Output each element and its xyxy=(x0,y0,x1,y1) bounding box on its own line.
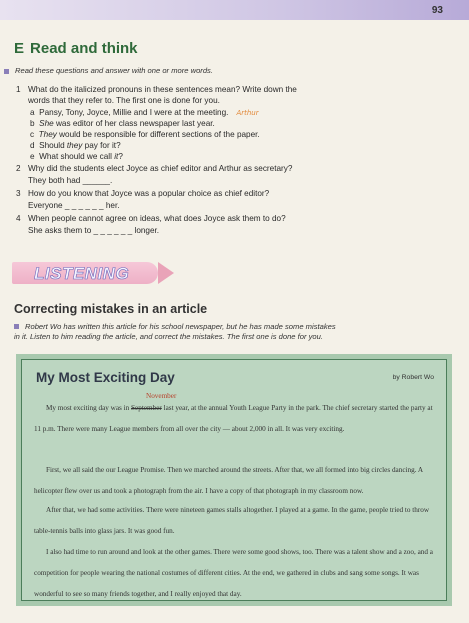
article-paragraph-4: I also had time to run around and look at the other games. There were some good shows, too. There was a talent show and a zoo, and a competition for people wearing the national costumes of different cities. At the end, we gathered in clubs and sang some songs. It was wonderful to see so many friends together, and I really enjoyed that day. xyxy=(34,548,433,598)
article-byline: by Robert Wo xyxy=(392,374,434,381)
section-e-heading xyxy=(14,40,138,57)
listening-banner xyxy=(12,262,158,288)
sub-question-e: e What should we call it? xyxy=(30,152,123,161)
article-frame xyxy=(21,359,447,601)
question-3-line2: Everyone _ _ _ _ _ _ her. xyxy=(28,201,120,210)
question-3-line1: How do you know that Joyce was a popular choice as chief editor? xyxy=(28,189,270,198)
question-2-line1: Why did the students elect Joyce as chief editor and Arthur as secretary? xyxy=(28,164,293,173)
article-paragraph-3: After that, we had some activities. There were nineteen games stalls altogether. I played at a game. In the game, people tried to throw table-tennis balls into glass jars. It was good fun. xyxy=(34,506,430,535)
sub-question-c: c They would be responsible for different sections of the paper. xyxy=(30,130,260,139)
listening-section-title: Correcting mistakes in an article xyxy=(14,302,208,316)
pencil-tip-graphic xyxy=(158,262,174,284)
page-number: 93 xyxy=(431,5,443,16)
section-letter: E xyxy=(14,40,25,57)
sub-question-d: d Should they pay for it? xyxy=(30,141,121,150)
correction-note: November xyxy=(146,392,177,400)
article-paragraph-1: My most exciting day was in September last year, at the annual Youth League Party in the park. The chief secretary started the party at 11 p.m. There were many League members from all over the city — about 2,000 in all. It was very exciting. xyxy=(34,404,433,433)
struck-word: September xyxy=(131,404,162,412)
question-2-number: 2 xyxy=(16,164,21,173)
section-title: Read and think xyxy=(30,40,138,57)
listening-label: LISTENING xyxy=(34,264,130,283)
question-3-number: 3 xyxy=(16,189,21,198)
bullet-square-icon xyxy=(14,324,19,329)
sub-question-b: b She was editor of her class newspaper last year. xyxy=(30,119,215,128)
question-4-number: 4 xyxy=(16,214,21,223)
article-paragraph-2: First, we all said the our League Promise. Then we marched around the streets. After that, we all formed into big circles dancing. A helicopter flew over us and took a photograph from the air. I have a copy of that photograph in my classroom now. xyxy=(34,466,423,495)
sub-question-a: a Pansy, Tony, Joyce, Millie and I were at the meeting. Arthur xyxy=(30,108,259,117)
page-header-band xyxy=(0,0,469,20)
bullet-square-icon xyxy=(4,69,9,74)
question-1-number: 1 xyxy=(16,85,21,94)
handwritten-answer: Arthur xyxy=(236,109,259,117)
question-4-line2: She asks them to _ _ _ _ _ _ longer. xyxy=(28,226,160,235)
question-1-line1: What do the italicized pronouns in these sentences mean? Write down the xyxy=(28,85,297,94)
question-2-line2: They both had ______. xyxy=(28,176,113,185)
question-4-line1: When people cannot agree on ideas, what does Joyce ask them to do? xyxy=(28,214,286,223)
section-e-instruction: Read these questions and answer with one or more words. xyxy=(4,66,213,75)
question-1-line2: words that they refer to. The first one is done for you. xyxy=(28,96,220,105)
article-box xyxy=(16,354,452,606)
article-title: My Most Exciting Day xyxy=(36,370,175,385)
listening-instruction: Robert Wo has written this article for his school newspaper, but he has made some mistakes in it. Listen to him reading the article, and correct the mistakes. The first one is done for you. xyxy=(14,322,336,341)
